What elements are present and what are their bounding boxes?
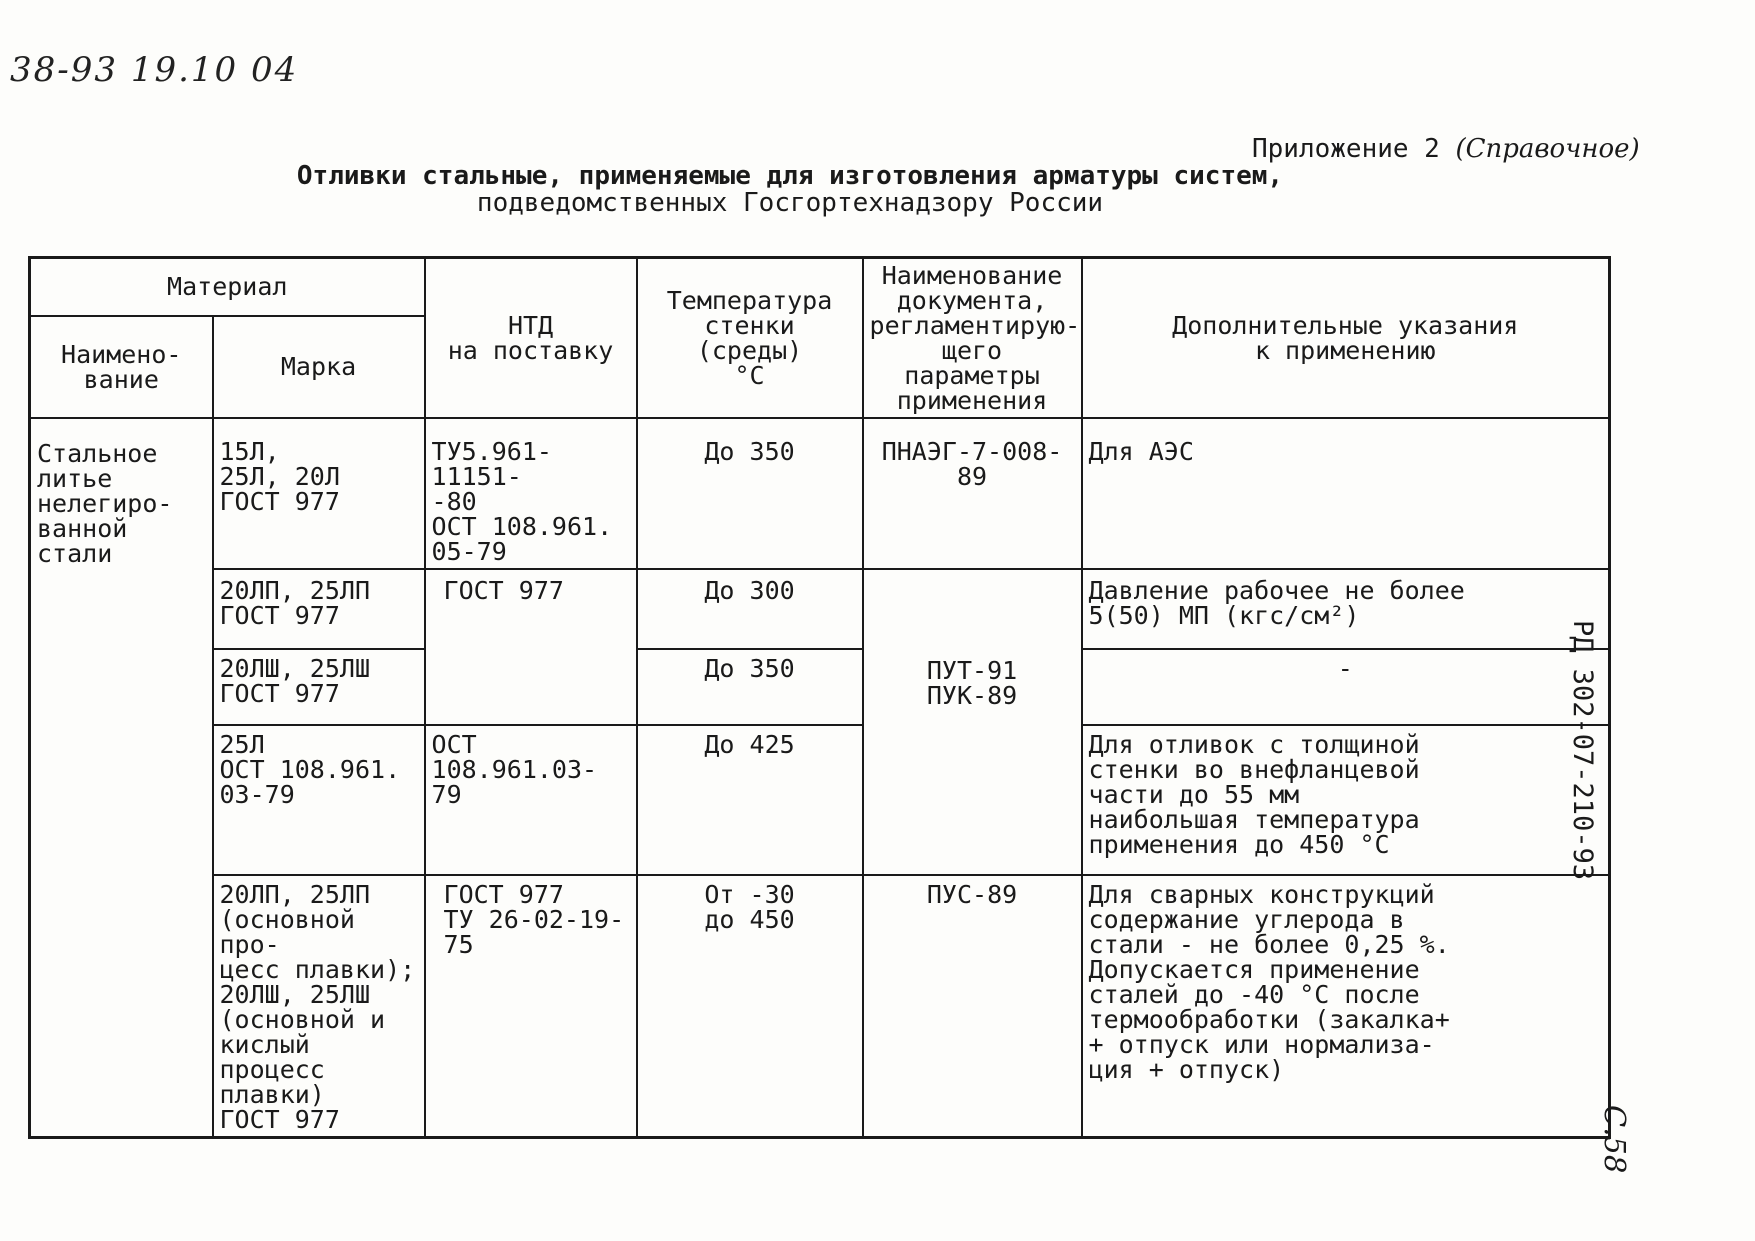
appendix-label bbox=[1252, 134, 1640, 164]
header-regulating-doc: Наименование документа, регламентирую- щего параметры применения bbox=[863, 258, 1082, 419]
additional-cell: Для сварных конструкций содержание углерода в стали - не более 0,25 %. Допускается применение сталей до -40 °С после термообработки (закалка+ + отпуск или нормализа- ция + отпуск) bbox=[1082, 875, 1610, 1138]
page-number: С.58 bbox=[1598, 1105, 1632, 1174]
grade-cell: 15Л, 25Л, 20Л ГОСТ 977 bbox=[213, 418, 425, 569]
side-document-code: РД 302-07-210-93 bbox=[1567, 620, 1598, 881]
ntd-cell: ГОСТ 977 ТУ 26-02-19-75 bbox=[425, 875, 637, 1138]
table-row bbox=[30, 569, 1610, 649]
header-additional: Дополнительные указания к применению bbox=[1082, 258, 1610, 419]
grade-cell: 20ЛП, 25ЛП (основной про- цесс плавки); 20ЛШ, 25ЛШ (основной и кислый процесс плавки) ГОСТ 977 bbox=[213, 875, 425, 1138]
title-line-2: подведомственных Госгортехнадзору России bbox=[476, 188, 1104, 218]
appendix-number: Приложение 2 bbox=[1252, 134, 1440, 164]
table-row bbox=[30, 649, 1610, 725]
header-grade: Марка bbox=[213, 316, 425, 418]
additional-cell: Давление рабочее не более 5(50) МП (кгс/см²) bbox=[1082, 569, 1610, 649]
ntd-cell: ТУ5.961-11151- -80 ОСТ 108.961. 05-79 bbox=[425, 418, 637, 569]
steel-castings-table bbox=[28, 256, 1611, 1139]
appendix-handwritten-type: (Справочное) bbox=[1455, 134, 1640, 164]
handwritten-registration-note: 38-93 19.10 04 bbox=[10, 50, 299, 90]
material-name-cell: Стальное литье нелегиро- ванной стали bbox=[30, 418, 213, 1138]
grade-cell: 20ЛШ, 25ЛШ ГОСТ 977 bbox=[213, 649, 425, 725]
table-row bbox=[30, 725, 1610, 875]
ntd-cell: ГОСТ 977 bbox=[425, 569, 637, 725]
temperature-cell: До 300 bbox=[637, 569, 863, 649]
temperature-cell: До 350 bbox=[637, 649, 863, 725]
regulating-doc-cell: ПНАЭГ-7-008-89 bbox=[863, 418, 1082, 569]
grade-cell: 25Л ОСТ 108.961. 03-79 bbox=[213, 725, 425, 875]
document-title bbox=[260, 163, 1320, 217]
additional-cell: Для отливок с толщиной стенки во внефланцевой части до 55 мм наибольшая температура применения до 450 °С bbox=[1082, 725, 1610, 875]
temperature-cell: От -30 до 450 bbox=[637, 875, 863, 1138]
regulating-doc-cell: ПУС-89 bbox=[863, 875, 1082, 1138]
temperature-cell: До 350 bbox=[637, 418, 863, 569]
table-row bbox=[30, 875, 1610, 1138]
header-temperature: Температура стенки (среды) °С bbox=[637, 258, 863, 419]
header-material: Материал bbox=[30, 258, 425, 316]
table-row bbox=[30, 418, 1610, 569]
ntd-cell: ОСТ 108.961.03- 79 bbox=[425, 725, 637, 875]
header-ntd: НТД на поставку bbox=[425, 258, 637, 419]
header-name: Наимено- вание bbox=[30, 316, 213, 418]
additional-cell: - bbox=[1082, 649, 1610, 725]
header-row-1 bbox=[30, 258, 1610, 316]
additional-cell: Для АЭС bbox=[1082, 418, 1610, 569]
title-line-1: Отливки стальные, применяемые для изготовления арматуры систем, bbox=[296, 161, 1284, 191]
grade-cell: 20ЛП, 25ЛП ГОСТ 977 bbox=[213, 569, 425, 649]
temperature-cell: До 425 bbox=[637, 725, 863, 875]
regulating-doc-merged-cell: ПУТ-91 ПУК-89 bbox=[863, 569, 1082, 875]
